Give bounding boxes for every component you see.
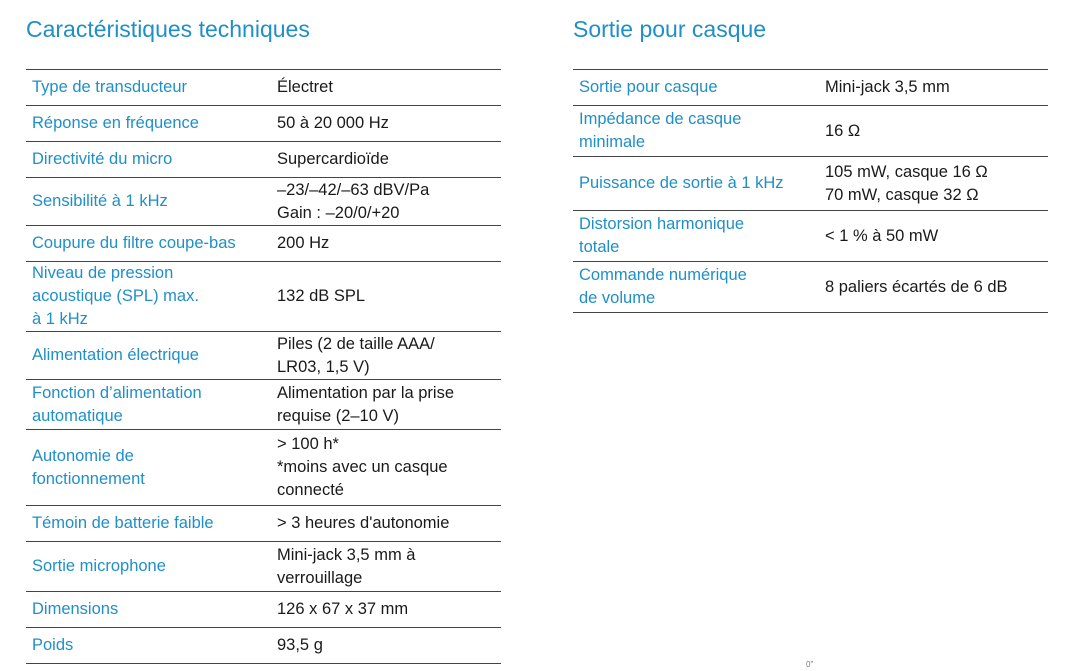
- spec-label: Dimensions: [32, 600, 119, 618]
- spec-value: 126 x 67 x 37 mm: [277, 600, 409, 618]
- spec-value: 105 mW, casque 16 Ω 70 mW, casque 32 Ω: [825, 162, 988, 204]
- spec-label: Sortie pour casque: [579, 78, 718, 96]
- headphone-spec-row: [573, 106, 1048, 157]
- technical-spec-row: [26, 226, 501, 262]
- spec-label: Autonomie de fonctionnement: [32, 446, 145, 488]
- spec-label: Poids: [32, 636, 74, 654]
- spec-label: Réponse en fréquence: [32, 114, 199, 132]
- spec-label: Commande numérique de volume: [579, 266, 747, 307]
- spec-label: Alimentation électrique: [32, 346, 199, 364]
- spec-label: Coupure du filtre coupe-bas: [32, 234, 236, 252]
- technical-spec-row: [26, 106, 501, 142]
- technical-spec-row: [26, 142, 501, 178]
- spec-label: Fonction d’alimentation automatique: [32, 383, 202, 425]
- technical-specs-table: [26, 69, 501, 664]
- spec-label: Sortie microphone: [32, 557, 166, 575]
- spec-label: Puissance de sortie à 1 kHz: [579, 174, 784, 192]
- headphone-spec-row: [573, 211, 1048, 262]
- technical-spec-row: [26, 628, 501, 664]
- technical-spec-row: [26, 178, 501, 226]
- footer-mark: 0": [806, 660, 814, 669]
- technical-spec-row: [26, 506, 501, 542]
- technical-spec-row: [26, 262, 501, 332]
- technical-spec-row: [26, 380, 501, 430]
- spec-value: > 100 h* *moins avec un casque connecté: [277, 435, 448, 499]
- spec-value: 200 Hz: [277, 234, 330, 252]
- spec-label: Sensibilité à 1 kHz: [32, 192, 168, 210]
- spec-value: Piles (2 de taille AAA/ LR03, 1,5 V): [277, 334, 435, 376]
- headphone-spec-row: [573, 262, 1048, 313]
- headphone-spec-row: [573, 157, 1048, 211]
- spec-value: Mini-jack 3,5 mm à verrouillage: [277, 545, 416, 587]
- spec-value: 132 dB SPL: [277, 287, 366, 305]
- technical-spec-row: [26, 332, 501, 380]
- spec-value: 50 à 20 000 Hz: [277, 114, 389, 132]
- spec-label: Impédance de casque minimale: [579, 110, 742, 151]
- technical-spec-row: [26, 430, 501, 506]
- headphone-output-table: [573, 69, 1048, 313]
- spec-value: Alimentation par la prise requise (2–10 V): [277, 383, 455, 425]
- spec-value: –23/–42/–63 dBV/Pa Gain : –20/0/+20: [277, 180, 430, 222]
- technical-spec-row: [26, 70, 501, 106]
- headphone-output-title: Sortie pour casque: [573, 16, 767, 42]
- spec-label: Témoin de batterie faible: [32, 514, 214, 532]
- spec-value: > 3 heures d'autonomie: [277, 514, 450, 532]
- spec-label: Directivité du micro: [32, 150, 173, 168]
- spec-label: Niveau de pression acoustique (SPL) max. à 1 kHz: [32, 264, 199, 328]
- spec-value: 16 Ω: [825, 121, 861, 140]
- spec-value: Électret: [277, 78, 333, 96]
- technical-spec-row: [26, 592, 501, 628]
- spec-label: Type de transducteur: [32, 78, 188, 96]
- spec-value: Supercardioïde: [277, 150, 389, 168]
- technical-specs-title: Caractéristiques techniques: [26, 16, 310, 42]
- spec-value: 8 paliers écartés de 6 dB: [825, 277, 1008, 296]
- spec-label: Distorsion harmonique totale: [579, 215, 745, 256]
- spec-value: < 1 % à 50 mW: [825, 226, 939, 245]
- headphone-spec-row: [573, 70, 1048, 106]
- spec-value: 93,5 g: [277, 636, 323, 654]
- spec-value: Mini-jack 3,5 mm: [825, 78, 950, 96]
- technical-spec-row: [26, 542, 501, 592]
